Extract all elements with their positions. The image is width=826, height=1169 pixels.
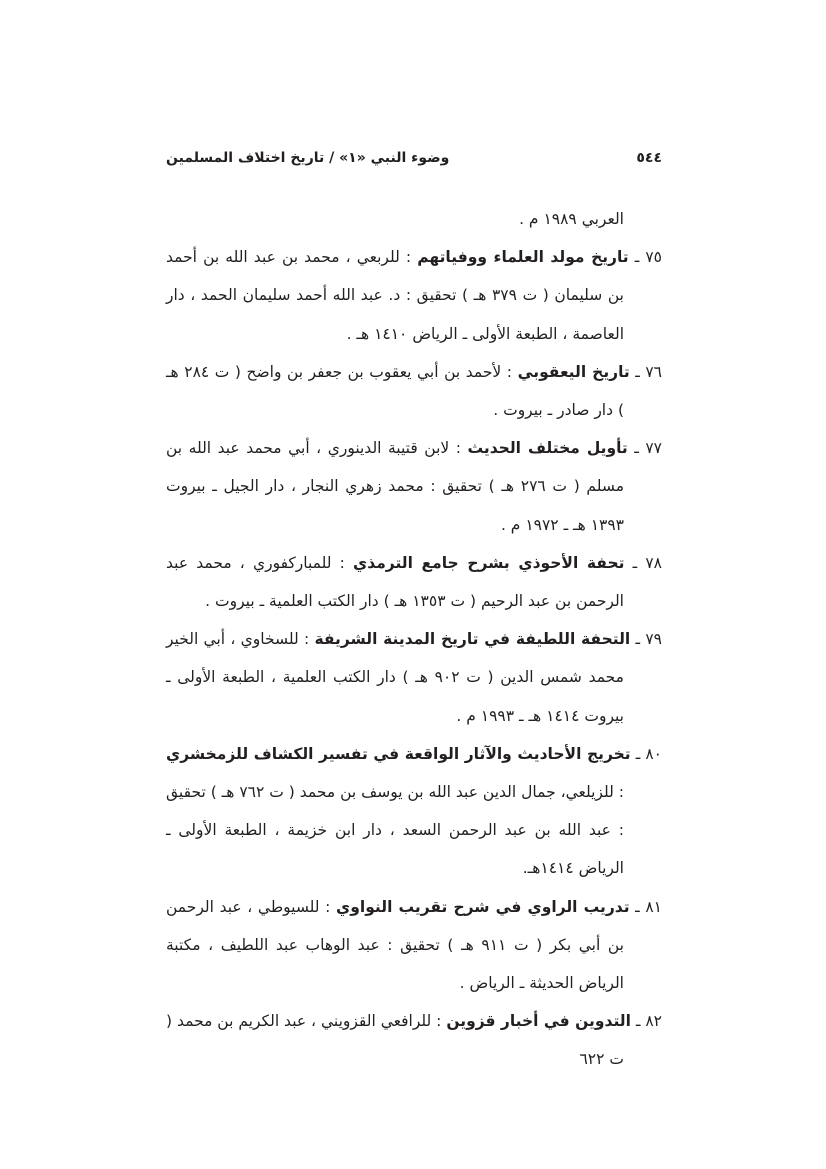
bibliography-entry [166, 238, 662, 353]
entry-number: ٨٢ ـ [635, 1012, 662, 1031]
entry-text: : لابن قتيبة الدينوري ، أبي محمد عبد الله بن مسلم ( ت ٢٧٦ هـ ) تحقيق : محمد زهري النجار ، دار الجيل ـ بيروت ١٣٩٣ هـ ـ ١٩٧٢ م . [166, 439, 624, 534]
entry-title: التدوين في أخبار قزوين [446, 1012, 631, 1031]
entry-number: ٧٥ ـ [634, 248, 663, 267]
running-title: وضوء النبي «١» / تاريخ اختلاف المسلمين [166, 150, 450, 166]
entry-text: العربي ١٩٨٩ م . [519, 210, 624, 228]
entry-text: : للربعي ، محمد بن عبد الله بن أحمد بن سليمان ( ت ٣٧٩ هـ ) تحقيق : د. عبد الله أحمد سليمان الحمد ، دار العاصمة ، الطبعة الأولى ـ الرياض ١٤١٠ هـ . [166, 248, 624, 343]
entry-number: ٧٦ ـ [635, 362, 662, 381]
book-page [166, 150, 662, 1079]
bibliography-entry [166, 735, 662, 888]
entry-text: : للسيوطي ، عبد الرحمن بن أبي بكر ( ت ٩١١ هـ ) تحقيق : عبد الوهاب عبد اللطيف ، مكتبة الرياض الحديثة ـ الرياض . [166, 897, 624, 993]
entry-text: : للمباركفوري ، محمد عبد الرحمن بن عبد الرحيم ( ت ١٣٥٣ هـ ) دار الكتب العلمية ـ بيروت . [166, 553, 624, 611]
entry-text: : للزيلعي، جمال الدين عبد الله بن يوسف بن محمد ( ت ٧٦٢ هـ ) تحقيق : عبد الله بن عبد الرحمن السعد ، دار ابن خزيمة ، الطبعة الأولى ـ الرياض ١٤١٤هـ. [166, 783, 624, 878]
entry-text: : للرافعي القزويني ، عبد الكريم بن محمد ( ت ٦٢٢ [166, 1012, 624, 1069]
entry-title: تاريخ مولد العلماء ووفياتهم [417, 248, 629, 267]
bibliography-entry [166, 620, 662, 735]
bibliography-entry [166, 1002, 662, 1078]
bibliography-entry [166, 544, 662, 620]
entry-text: : للسخاوي ، أبي الخير محمد شمس الدين ( ت ٩٠٢ هـ ) دار الكتب العلمية ، الطبعة الأولى ـ بيروت ١٤١٤ هـ ـ ١٩٩٣ م . [166, 630, 624, 725]
entry-number: ٧٩ ـ [635, 630, 662, 649]
entry-number: ٧٨ ـ [632, 553, 662, 572]
entry-title: تخريج الأحاديث والآثار الواقعة في تفسير الكشاف للزمخشري [166, 744, 631, 763]
entry-title: تأويل مختلف الحديث [467, 439, 628, 458]
bibliography-list [166, 200, 662, 1079]
entry-title: تحفة الأحوذي بشرح جامع الترمذي [353, 553, 625, 572]
entry-title: تدريب الراوي في شرح تقريب النواوي [336, 897, 630, 916]
bibliography-entry [166, 429, 662, 544]
entry-number: ٧٧ ـ [634, 439, 663, 458]
entry-title: التحفة اللطيفة في تاريخ المدينة الشريفة [314, 630, 631, 649]
page-number: ٥٤٤ [636, 150, 662, 166]
entry-title: تاريخ اليعقوبي [517, 362, 630, 381]
entry-number: ٨١ ـ [635, 897, 662, 916]
entry-text: : لأحمد بن أبي يعقوب بن جعفر بن واضح ( ت ٢٨٤ هـ ) دار صادر ـ بيروت . [166, 362, 624, 420]
bibliography-entry [166, 353, 662, 429]
entry-number: ٨٠ ـ [635, 744, 662, 763]
page-header [166, 150, 662, 178]
bibliography-entry [166, 888, 662, 1003]
bibliography-entry [166, 200, 662, 238]
